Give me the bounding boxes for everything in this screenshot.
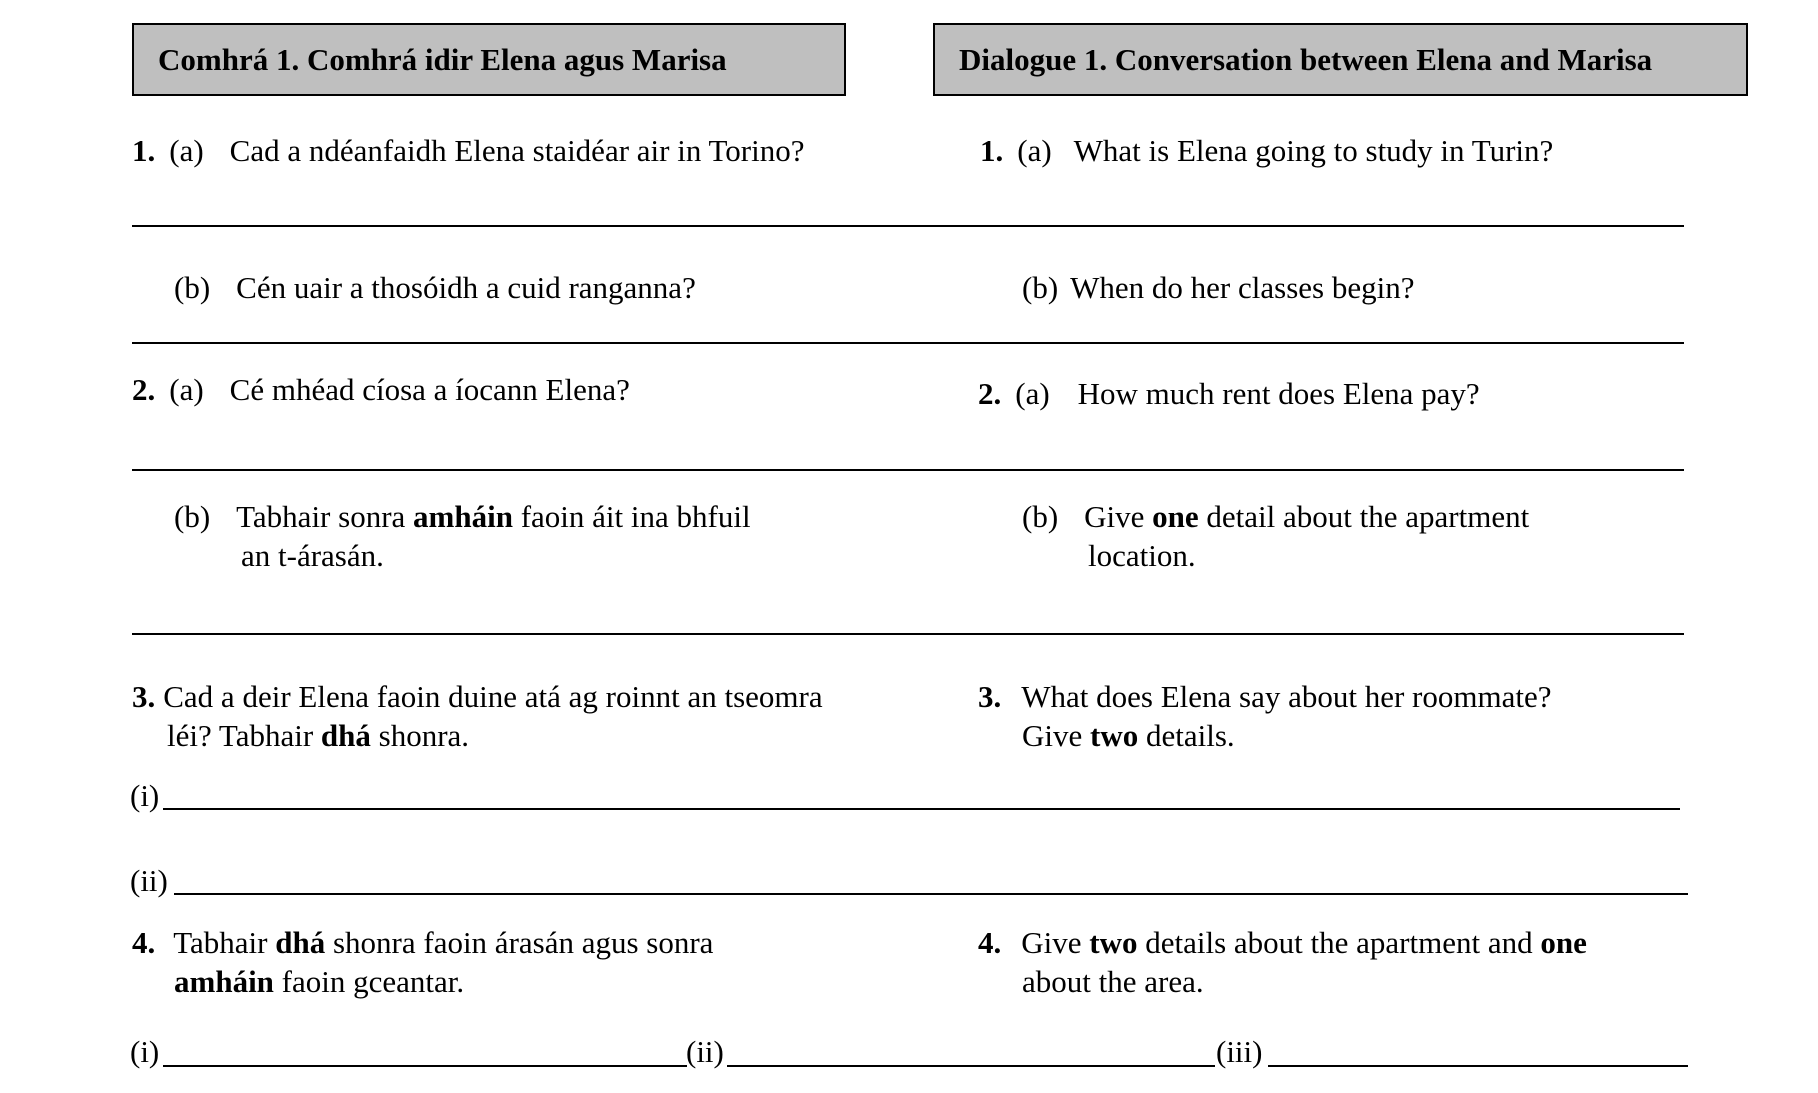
- q2-irish-a: Cé mhéad cíosa a íocann Elena?: [229, 372, 630, 407]
- q4-irish-line1-pre: Tabhair: [173, 925, 276, 960]
- q4-answer-ii-label: (ii): [686, 1034, 724, 1069]
- q2-b-label-en: (b): [1022, 499, 1059, 534]
- q2-english-a: How much rent does Elena pay?: [1077, 376, 1480, 411]
- answer-line-q2b[interactable]: [132, 633, 1684, 635]
- q3-number: 3.: [132, 679, 156, 714]
- q2-a-label-en: (a): [1015, 376, 1050, 411]
- q3-english-line2-pre: Give: [1022, 718, 1091, 753]
- q1-english-question: [980, 131, 1553, 170]
- q3-irish-question: [132, 677, 823, 716]
- irish-header: Comhrá 1. Comhrá idir Elena agus Marisa: [132, 23, 846, 96]
- q1-irish-question: [132, 131, 805, 170]
- q1-english-b: [1022, 268, 1414, 307]
- answer-line-q2a[interactable]: [132, 469, 1684, 471]
- q3-answer-i-label: (i): [130, 778, 160, 813]
- q1-irish-b-text: Cén uair a thosóidh a cuid ranganna?: [236, 270, 696, 305]
- q4-irish-question: [132, 923, 713, 962]
- answer-line-q3-i[interactable]: [163, 808, 1680, 810]
- q3-english-question: [978, 677, 1552, 716]
- q3-number-en: 3.: [978, 679, 1002, 714]
- q3-english-line1: What does Elena say about her roommate?: [1021, 679, 1552, 714]
- q1-english-a: What is Elena going to study in Turin?: [1073, 133, 1554, 168]
- answer-line-q3-ii[interactable]: [174, 893, 1688, 895]
- q4-irish-line2-bold: amháin: [174, 964, 274, 999]
- answer-line-q4-iii[interactable]: [1268, 1065, 1688, 1067]
- q3-irish-line1: Cad a deir Elena faoin duine atá ag roinnt an tseomra: [163, 679, 823, 714]
- q2-english-b-line2: location.: [1088, 538, 1196, 573]
- q2-a-label: (a): [169, 372, 204, 407]
- q1-irish-b: [174, 268, 696, 307]
- q4-irish-line1-bold: dhá: [275, 925, 326, 960]
- q4-irish-line1-post: shonra faoin árasán agus sonra: [325, 925, 714, 960]
- q3-english-line2-post: details.: [1138, 718, 1235, 753]
- q2-english-b-pre: Give: [1084, 499, 1153, 534]
- answer-line-q4-i[interactable]: [163, 1065, 687, 1067]
- q1-a-label: (a): [169, 133, 204, 168]
- q1-number: 1.: [132, 133, 156, 168]
- q2-irish-question: [132, 370, 630, 409]
- q2-english-b-post: detail about the apartment: [1198, 499, 1530, 534]
- q1-b-label-en: (b): [1022, 270, 1059, 305]
- english-header: Dialogue 1. Conversation between Elena and Marisa: [933, 23, 1748, 96]
- q1-irish-a: Cad a ndéanfaidh Elena staidéar air in Torino?: [229, 133, 805, 168]
- q4-english-line2: about the area.: [1022, 964, 1204, 999]
- q2-english-b: [1022, 497, 1529, 536]
- q1-a-label-en: (a): [1017, 133, 1052, 168]
- q2-english-question: [978, 374, 1480, 413]
- q3-irish-line2-bold: dhá: [320, 718, 371, 753]
- q4-answer-i-label: (i): [130, 1034, 160, 1069]
- q2-b-label: (b): [174, 499, 211, 534]
- q3-english-line2: [1022, 716, 1235, 755]
- q4-english-question: [978, 923, 1587, 962]
- q2-number: 2.: [132, 372, 156, 407]
- q2-irish-b: [174, 497, 751, 536]
- q2-irish-b-line2: an t-árasán.: [241, 538, 384, 573]
- answer-line-q1a[interactable]: [132, 225, 1684, 227]
- q4-irish-line2: [174, 962, 464, 1001]
- q4-answer-iii-label: (iii): [1216, 1034, 1263, 1069]
- q4-english-line1-bold2: one: [1540, 925, 1587, 960]
- q4-number-en: 4.: [978, 925, 1002, 960]
- q4-number: 4.: [132, 925, 156, 960]
- q3-irish-line2-pre: léi? Tabhair: [167, 718, 321, 753]
- q1-english-b-text: When do her classes begin?: [1070, 270, 1415, 305]
- answer-line-q1b[interactable]: [132, 342, 1684, 344]
- q3-irish-line2: [167, 716, 469, 755]
- q3-answer-ii-label: (ii): [130, 863, 168, 898]
- q4-irish-line2-post: faoin gceantar.: [273, 964, 465, 999]
- q1-b-label: (b): [174, 270, 211, 305]
- q4-english-line1-bold: two: [1089, 925, 1138, 960]
- q2-english-b-bold: one: [1152, 499, 1199, 534]
- answer-line-q4-ii[interactable]: [727, 1065, 1215, 1067]
- q2-irish-b-post: faoin áit ina bhfuil: [512, 499, 751, 534]
- q2-irish-b-pre: Tabhair sonra: [236, 499, 414, 534]
- q4-english-line1-pre: Give: [1021, 925, 1090, 960]
- q4-english-line1-mid: details about the apartment and: [1137, 925, 1541, 960]
- q3-english-line2-bold: two: [1090, 718, 1139, 753]
- q2-number-en: 2.: [978, 376, 1002, 411]
- q3-irish-line2-post: shonra.: [370, 718, 470, 753]
- q1-number-en: 1.: [980, 133, 1004, 168]
- q2-irish-b-bold: amháin: [413, 499, 513, 534]
